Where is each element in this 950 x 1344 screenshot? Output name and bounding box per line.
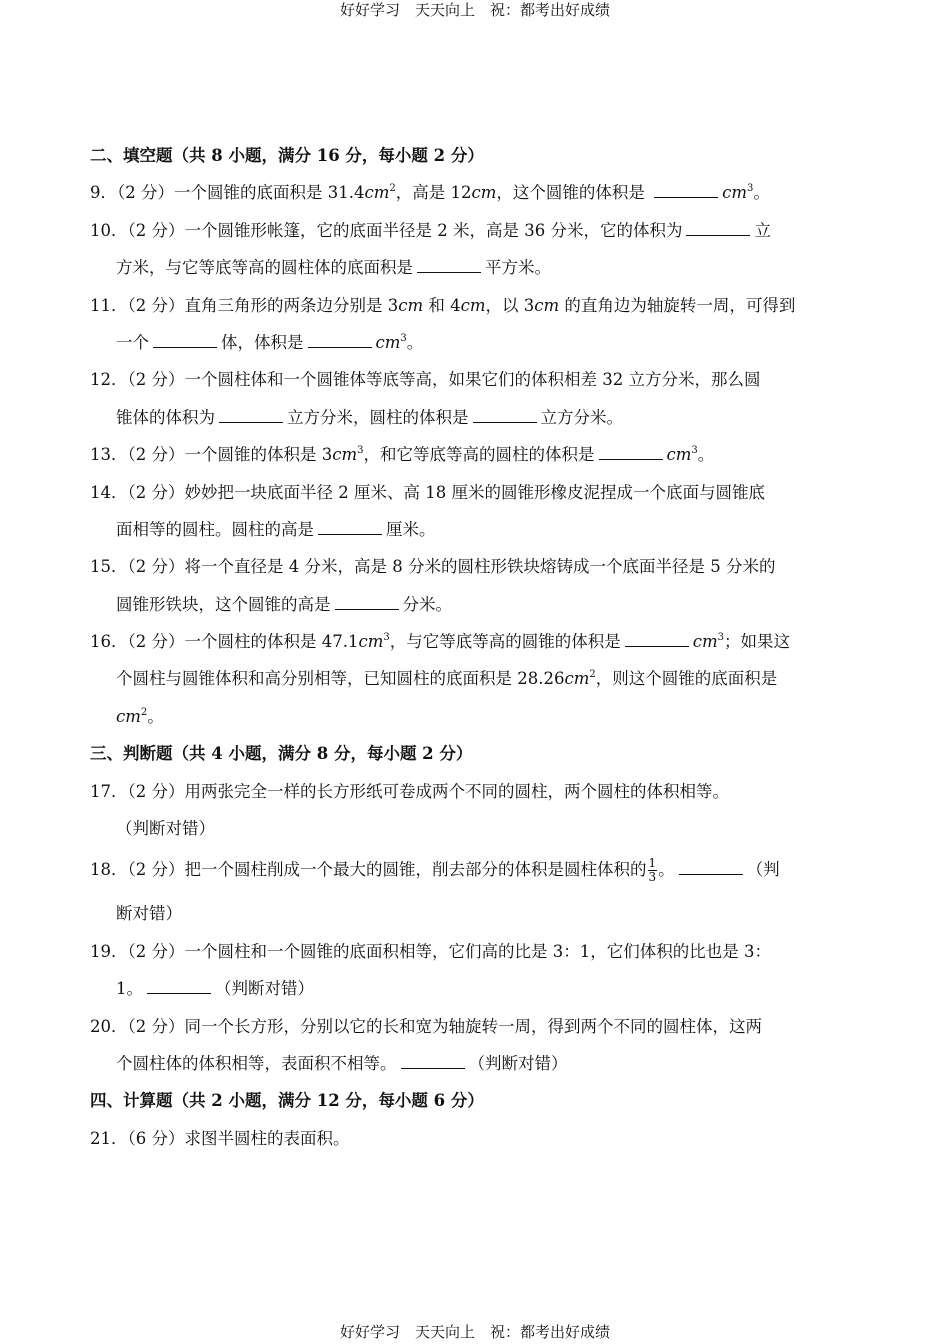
- question-21: 21．（6 分）求图半圆柱的表面积。: [90, 1128, 350, 1148]
- answer-blank[interactable]: [219, 404, 283, 423]
- question-15: 15．（2 分）将一个直径是 4 分米，高是 8 分米的圆柱形铁块熔铸成一个底面半径是 5 分米的: [90, 557, 776, 577]
- answer-blank[interactable]: [401, 1050, 465, 1069]
- question-19: 19．（2 分）一个圆柱和一个圆锥的底面积相等，它们高的比是 3：1，它们体积的比也是 3：: [90, 941, 771, 961]
- question-16-cont: 个圆柱与圆锥体积和高分别相等，已知圆柱的底面积是 $28.26cm^2$，则这个圆锥的底面积是: [116, 669, 778, 689]
- page-footer: 好好学习 天天向上 祝：都考出好成绩: [339, 1323, 610, 1341]
- answer-blank[interactable]: [679, 856, 743, 875]
- question-12-cont: 锥体的体积为 立方分米，圆柱的体积是 立方分米。: [90, 404, 870, 441]
- question-18-cont: 断对错）: [116, 904, 182, 924]
- exam-content: [90, 142, 870, 1162]
- question-16-cont2: $cm^2$。: [116, 706, 164, 726]
- answer-blank[interactable]: [147, 975, 211, 994]
- question-9: 9．（2 分）一个圆锥的底面积是 $31.4cm^2$，高是 12cm，这个圆锥的体积是 $cm^3$。: [90, 179, 870, 216]
- answer-blank[interactable]: [473, 404, 537, 423]
- answer-blank[interactable]: [417, 254, 481, 273]
- question-19-cont: 1。 （判断对错）: [90, 975, 870, 1012]
- question-11-cont: 一个 体，体积是 $cm^3$。: [90, 329, 870, 366]
- answer-blank[interactable]: [625, 628, 689, 647]
- question-11: 11．（2 分）直角三角形的两条边分别是 3cm 和 4cm，以 3cm 的直角边为轴旋转一周，可得到: [90, 295, 796, 315]
- answer-blank[interactable]: [599, 441, 663, 460]
- question-20-cont: 个圆柱体的体积相等，表面积不相等。 （判断对错）: [90, 1050, 870, 1087]
- section-title-judge: 三、判断题（共 4 小题，满分 8 分，每小题 2 分）: [90, 744, 473, 764]
- section-title-calc: 四、计算题（共 2 小题，满分 12 分，每小题 6 分）: [90, 1091, 484, 1111]
- answer-blank[interactable]: [654, 179, 718, 198]
- fraction: $\frac{1}{3}$: [648, 856, 657, 885]
- question-10: 10．（2 分）一个圆锥形帐篷，它的底面半径是 2 米，高是 36 分米，它的体积为 立: [90, 217, 870, 254]
- question-12: 12．（2 分）一个圆柱体和一个圆锥体等底等高，如果它们的体积相差 32 立方分米，那么圆: [90, 370, 761, 390]
- question-17-cont: （判断对错）: [116, 819, 215, 839]
- question-10-cont: 方米，与它等底等高的圆柱体的底面积是 平方米。: [90, 254, 870, 291]
- answer-blank[interactable]: [335, 591, 399, 610]
- page-header: 好好学习 天天向上 祝：都考出好成绩: [339, 1, 610, 19]
- question-20: 20．（2 分）同一个长方形，分别以它的长和宽为轴旋转一周，得到两个不同的圆柱体，这两: [90, 1016, 762, 1036]
- answer-blank[interactable]: [153, 329, 217, 348]
- question-14: 14．（2 分）妙妙把一块底面半径 2 厘米、高 18 厘米的圆锥形橡皮泥捏成一个底面与圆锥底: [90, 482, 765, 502]
- question-17: 17．（2 分）用两张完全一样的长方形纸可卷成两个不同的圆柱，两个圆柱的体积相等。: [90, 781, 729, 801]
- answer-blank[interactable]: [318, 516, 382, 535]
- question-16: 16．（2 分）一个圆柱的体积是 $47.1cm^3$，与它等底等高的圆锥的体积是 $cm^3$；如果这: [90, 628, 870, 665]
- answer-blank[interactable]: [308, 329, 372, 348]
- answer-blank[interactable]: [686, 217, 750, 236]
- question-13: 13．（2 分）一个圆锥的体积是 $3cm^3$，和它等底等高的圆柱的体积是 $cm^3$。: [90, 441, 870, 478]
- section-title-fill: 二、填空题（共 8 小题，满分 16 分，每小题 2 分）: [90, 146, 484, 165]
- question-15-cont: 圆锥形铁块，这个圆锥的高是 分米。: [90, 591, 870, 628]
- question-14-cont: 面相等的圆柱。圆柱的高是 厘米。: [90, 516, 870, 553]
- question-18: 18．（2 分）把一个圆柱削成一个最大的圆锥，削去部分的体积是圆柱体积的 $\frac{1}{3}$ 。 （判: [90, 856, 780, 885]
